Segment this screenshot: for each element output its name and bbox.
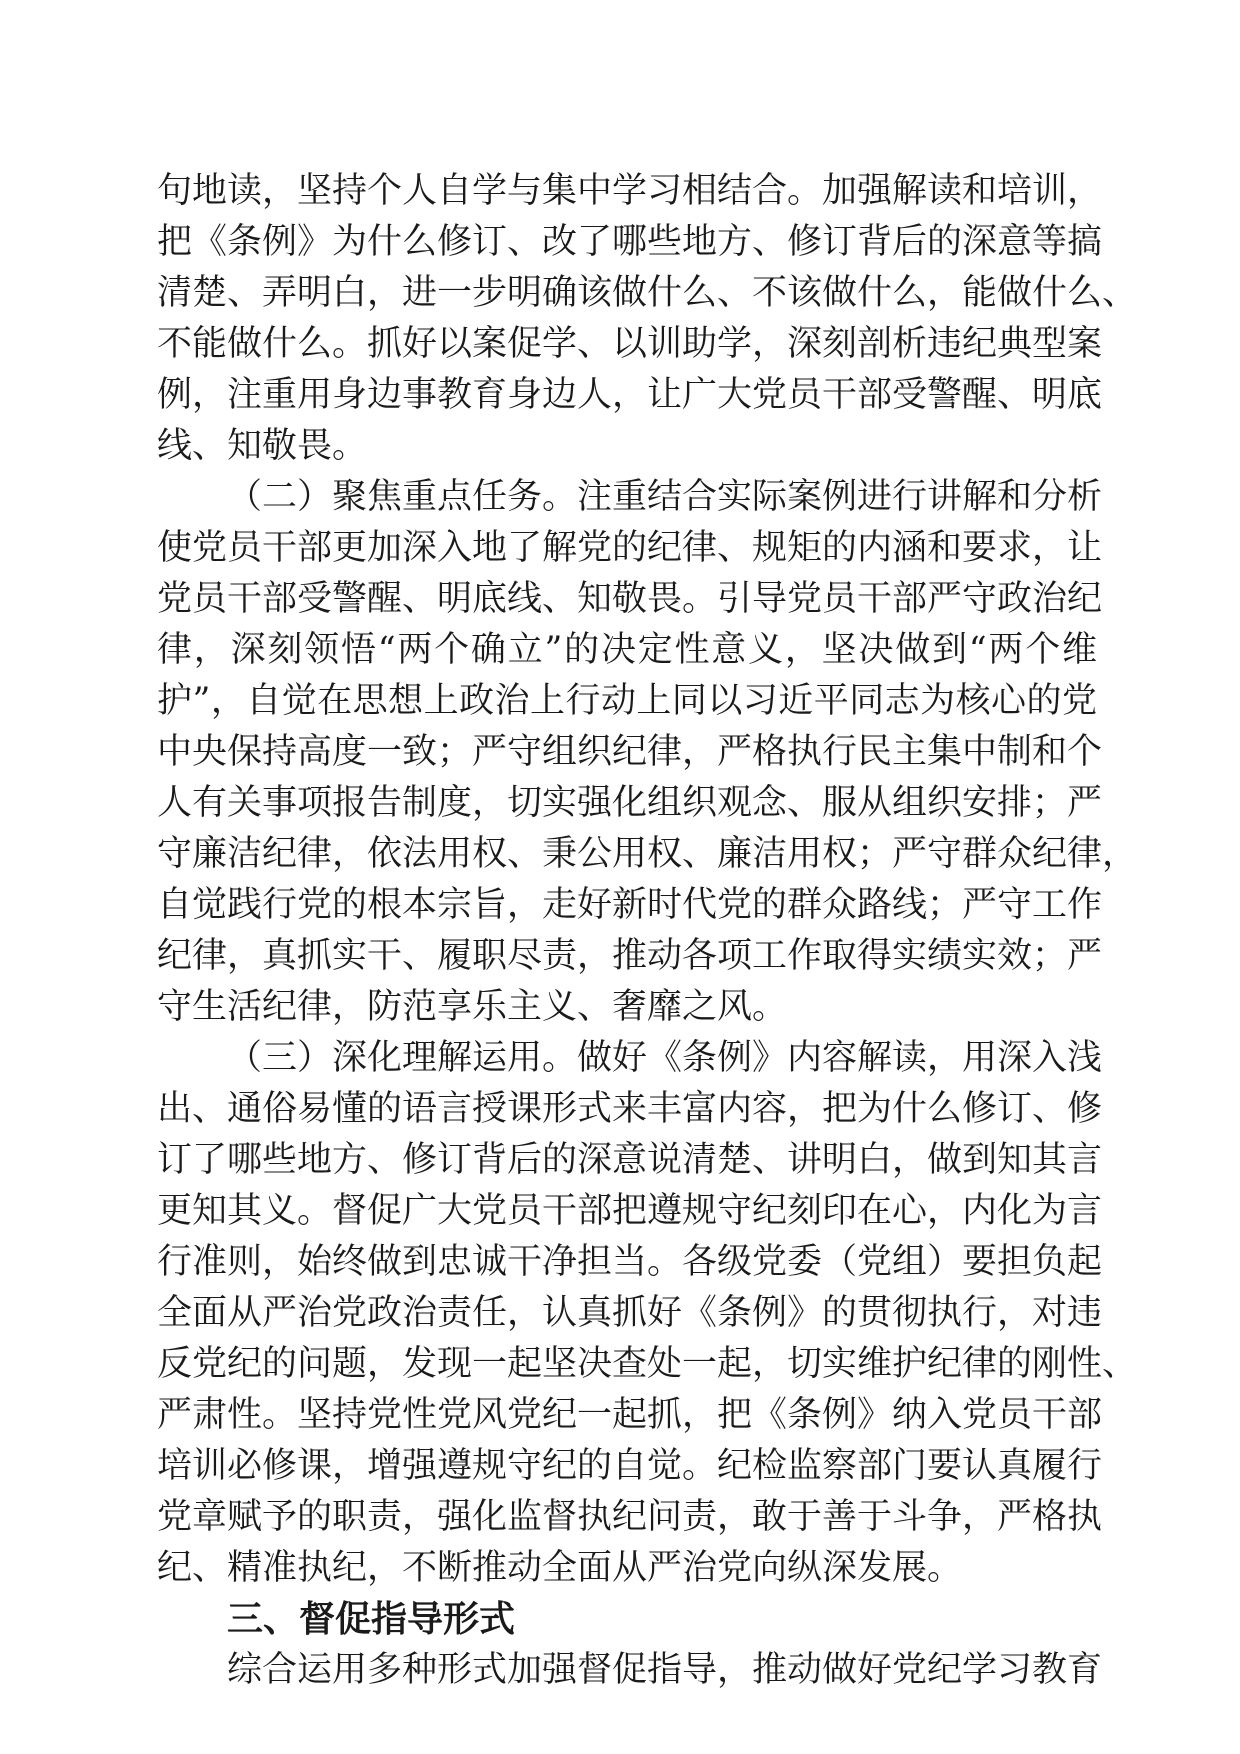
- text-line: 线、知敬畏。: [157, 426, 368, 466]
- text-line: 党员干部受警醒、明底线、知敬畏。引导党员干部严守政治纪: [157, 579, 1103, 619]
- text-line: 自觉践行党的根本宗旨，走好新时代党的群众路线；严守工作: [157, 885, 1103, 925]
- text-line: 更知其义。督促广大党员干部把遵规守纪刻印在心，内化为言: [157, 1191, 1103, 1231]
- text-line: 人有关事项报告制度，切实强化组织观念、服从组织安排；严: [157, 783, 1103, 823]
- text-line: 句地读，坚持个人自学与集中学习相结合。加强解读和培训，: [157, 171, 1103, 211]
- paragraph-start-line: 综合运用多种形式加强督促指导，推动做好党纪学习教育: [227, 1650, 1103, 1690]
- text-line: 使党员干部更加深入地了解党的纪律、规矩的内涵和要求，让: [157, 528, 1103, 568]
- text-line: 订了哪些地方、修订背后的深意说清楚、讲明白，做到知其言: [157, 1140, 1103, 1180]
- text-line: 党章赋予的职责，强化监督执纪问责，敢于善于斗争，严格执: [157, 1497, 1103, 1537]
- section-heading: 三、督促指导形式: [227, 1599, 516, 1640]
- text-line: 例，注重用身边事教育身边人，让广大党员干部受警醒、明底: [157, 375, 1103, 415]
- text-line: 严肃性。坚持党性党风党纪一起抓，把《条例》纳入党员干部: [157, 1395, 1103, 1435]
- text-line: 出、通俗易懂的语言授课形式来丰富内容，把为什么修订、修: [157, 1089, 1103, 1129]
- text-line: 纪律，真抓实干、履职尽责，推动各项工作取得实绩实效；严: [157, 936, 1103, 976]
- paragraph-start-line: （二）聚焦重点任务。注重结合实际案例进行讲解和分析: [227, 477, 1103, 517]
- text-line: 纪、精准执纪，不断推动全面从严治党向纵深发展。: [157, 1548, 963, 1588]
- text-line: 把《条例》为什么修订、改了哪些地方、修订背后的深意等搞: [157, 222, 1103, 262]
- text-line: 护”，自觉在思想上政治上行动上同以习近平同志为核心的党: [157, 681, 1097, 721]
- paragraph-start-line: （三）深化理解运用。做好《条例》内容解读，用深入浅: [227, 1038, 1103, 1078]
- text-line: 反党纪的问题，发现一起坚决查处一起，切实维护纪律的刚性、: [157, 1344, 1138, 1384]
- text-line: 培训必修课，增强遵规守纪的自觉。纪检监察部门要认真履行: [157, 1446, 1103, 1486]
- text-line: 中央保持高度一致；严守组织纪律，严格执行民主集中制和个: [157, 732, 1103, 772]
- text-line: 清楚、弄明白，进一步明确该做什么、不该做什么，能做什么、: [157, 273, 1138, 313]
- text-line: 律，深刻领悟“两个确立”的决定性意义，坚决做到“两个维: [157, 630, 1097, 670]
- text-line: 行准则，始终做到忠诚干净担当。各级党委（党组）要担负起: [157, 1242, 1103, 1282]
- text-line: 守生活纪律，防范享乐主义、奢靡之风。: [157, 987, 788, 1027]
- text-line: 全面从严治党政治责任，认真抓好《条例》的贯彻执行，对违: [157, 1293, 1103, 1333]
- text-line: 不能做什么。抓好以案促学、以训助学，深刻剖析违纪典型案: [157, 324, 1103, 364]
- text-line: 守廉洁纪律，依法用权、秉公用权、廉洁用权；严守群众纪律，: [157, 834, 1138, 874]
